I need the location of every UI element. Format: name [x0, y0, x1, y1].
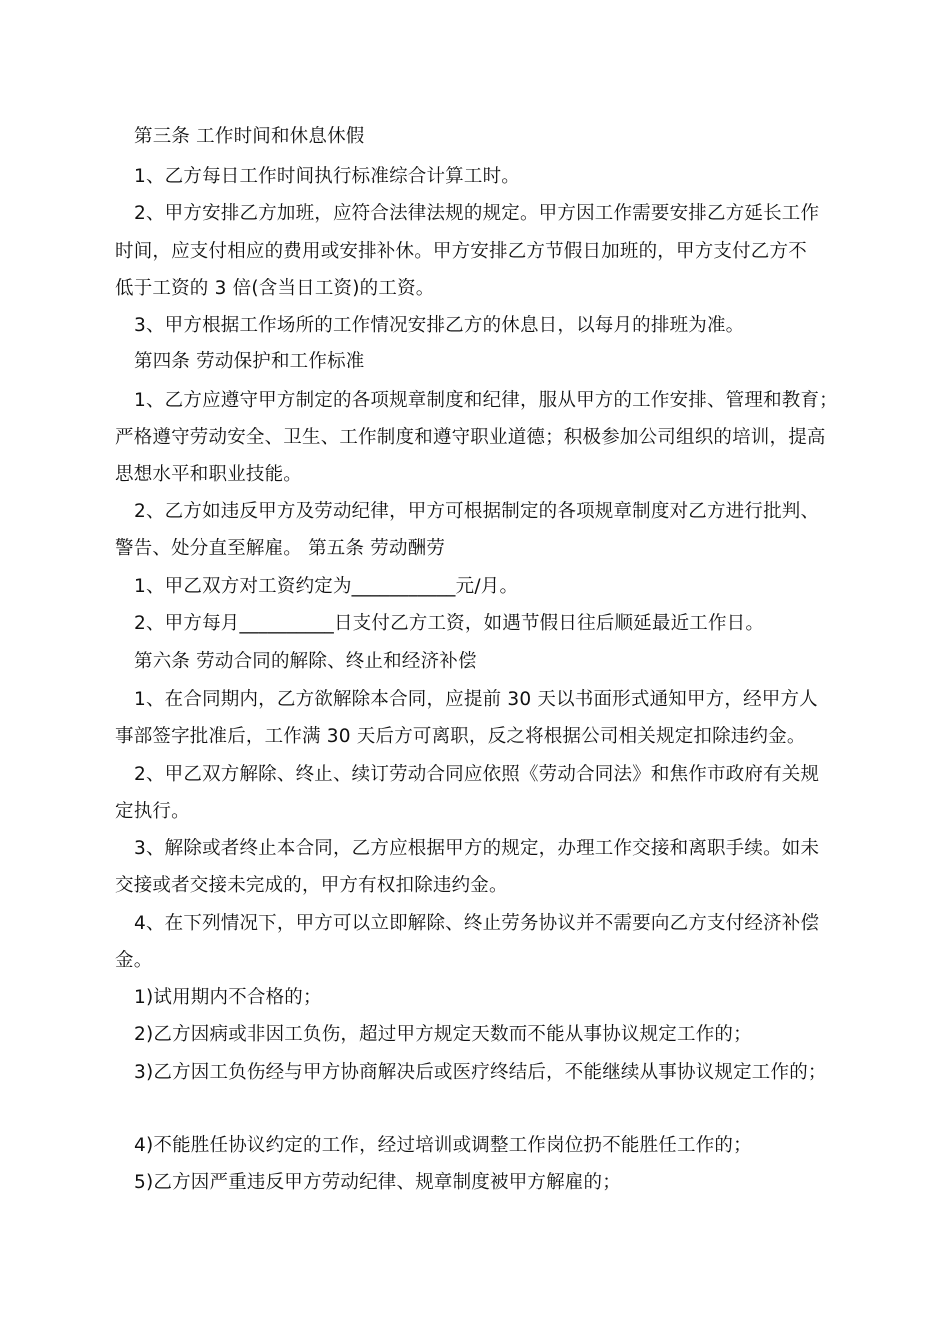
list-item: 1)试用期内不合格的；: [134, 987, 322, 1008]
paragraph-line: 2、甲方每月__________日支付乙方工资，如遇节假日往后顺延最近工作日。: [134, 613, 765, 634]
section-heading-article-4: 第四条 劳动保护和工作标准: [134, 351, 365, 372]
paragraph-line: 2、乙方如违反甲方及劳动纪律，甲方可根据制定的各项规章制度对乙方进行批判、: [134, 501, 820, 522]
section-heading-article-6: 第六条 劳动合同的解除、终止和经济补偿: [134, 651, 477, 672]
paragraph-line: 3、甲方根据工作场所的工作情况安排乙方的休息日，以每月的排班为准。: [134, 315, 745, 336]
section-heading-article-3: 第三条 工作时间和休息休假: [134, 126, 365, 147]
paragraph-line: 交接或者交接未完成的，甲方有权扣除违约金。: [115, 875, 508, 896]
paragraph-line: 1、在合同期内，乙方欲解除本合同，应提前 30 天以书面形式通知甲方，经甲方人: [134, 689, 818, 710]
paragraph-line: 时间，应支付相应的费用或安排补休。甲方安排乙方节假日加班的，甲方支付乙方不: [115, 241, 807, 262]
paragraph-line: 金。: [115, 950, 153, 971]
paragraph-line: 严格遵守劳动安全、卫生、工作制度和遵守职业道德；积极参加公司组织的培训，提高: [115, 427, 826, 448]
paragraph-line: 警告、处分直至解雇。 第五条 劳动酬劳: [115, 538, 446, 559]
paragraph-line: 3、解除或者终止本合同，乙方应根据甲方的规定，办理工作交接和离职手续。如未: [134, 838, 820, 859]
paragraph-line: 2、甲乙双方解除、终止、续订劳动合同应依照《劳动合同法》和焦作市政府有关规: [134, 764, 820, 785]
paragraph-line: 低于工资的 3 倍(含当日工资)的工资。: [115, 278, 435, 299]
paragraph-line: 1、甲乙双方对工资约定为___________元/月。: [134, 576, 519, 597]
paragraph-line: 1、乙方应遵守甲方制定的各项规章制度和纪律，服从甲方的工作安排、管理和教育；: [134, 390, 838, 411]
list-item: 2)乙方因病或非因工负伤，超过甲方规定天数而不能从事协议规定工作的；: [134, 1024, 752, 1045]
paragraph-line: 2、甲方安排乙方加班，应符合法律法规的规定。甲方因工作需要安排乙方延长工作: [134, 203, 820, 224]
paragraph-line: 事部签字批准后，工作满 30 天后方可离职，反之将根据公司相关规定扣除违约金。: [115, 726, 806, 747]
paragraph-line: 定执行。: [115, 801, 190, 822]
list-item: 5)乙方因严重违反甲方劳动纪律、规章制度被甲方解雇的；: [134, 1172, 621, 1193]
paragraph-line: 思想水平和职业技能。: [115, 464, 303, 485]
list-item: 4)不能胜任协议约定的工作，经过培训或调整工作岗位扔不能胜任工作的；: [134, 1135, 752, 1156]
paragraph-line: 4、在下列情况下，甲方可以立即解除、终止劳务协议并不需要向乙方支付经济补偿: [134, 913, 820, 934]
list-item: 3)乙方因工负伤经与甲方协商解决后或医疗终结后，不能继续从事协议规定工作的；: [134, 1062, 827, 1083]
paragraph-line: 1、乙方每日工作时间执行标准综合计算工时。: [134, 166, 520, 187]
